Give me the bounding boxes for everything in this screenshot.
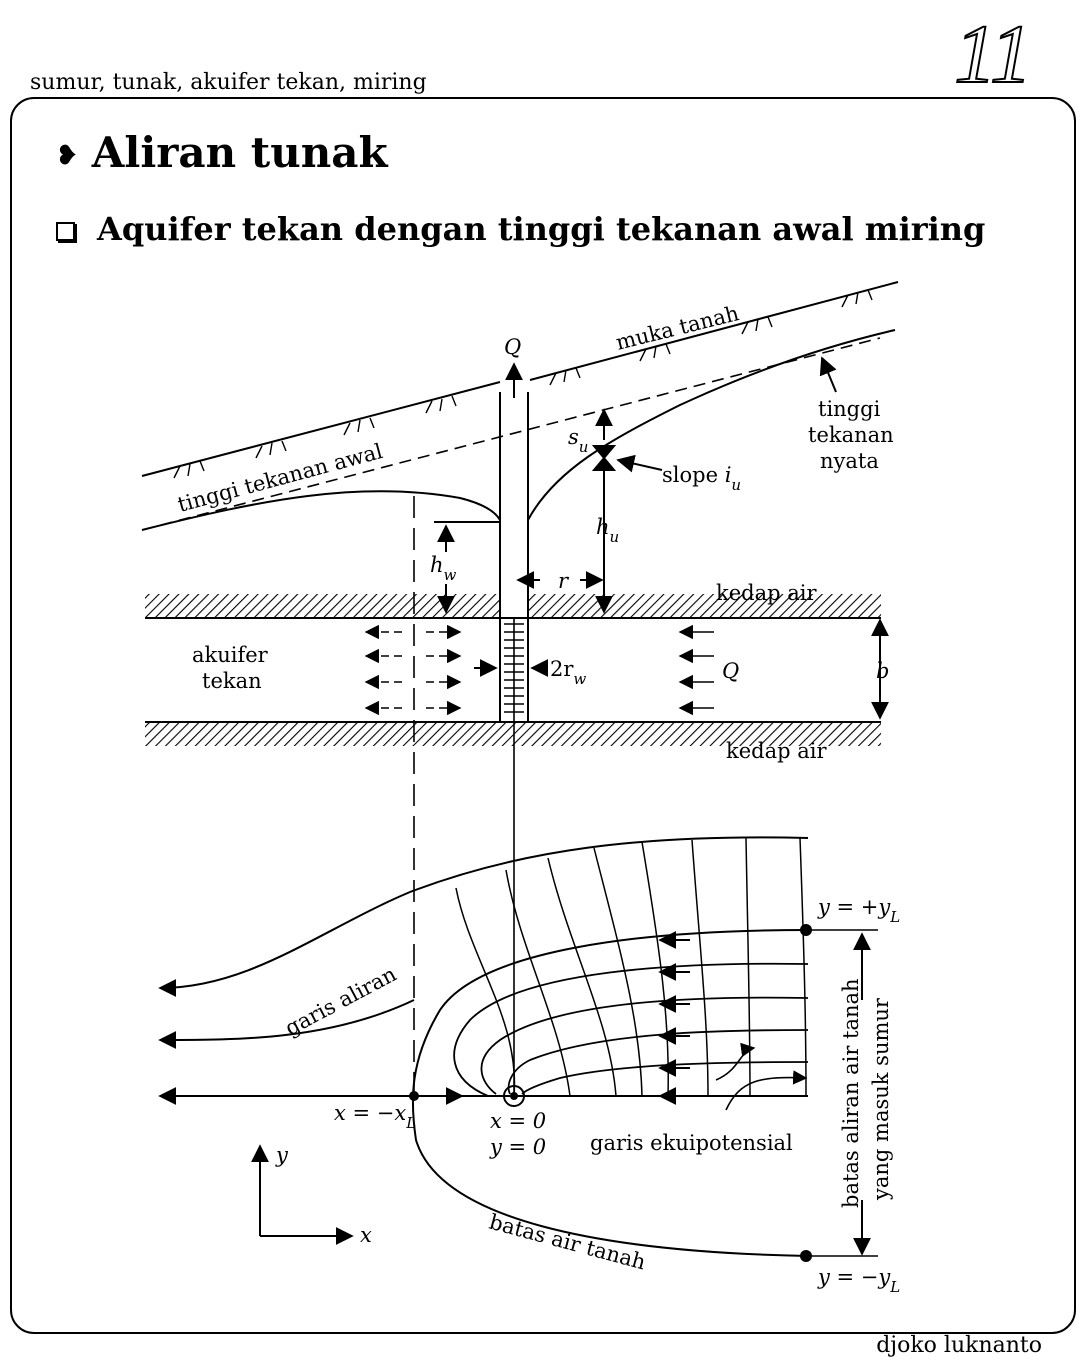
inflow-boundary-label-2: yang masuk sumur (869, 998, 893, 1200)
ground-label: muka tanah (613, 301, 742, 355)
slope-label: slope $i_u$ (662, 463, 742, 494)
actual-head-label-3: nyata (820, 449, 879, 473)
aquifer-discharge-label: Q (722, 659, 740, 683)
upper-limit-point (800, 924, 812, 936)
stagnation-point-label: $x = -x_L$ (334, 1101, 417, 1132)
bullet-icon: ❥ (56, 141, 78, 171)
aquifer-label-1: akuifer (192, 643, 268, 667)
actual-head-label-1: tinggi (818, 397, 881, 421)
aquifer-flow-arrows (366, 632, 714, 708)
axis-x-label: x (360, 1223, 372, 1247)
axis-y-label: y (276, 1143, 288, 1167)
bottom-impermeable-label: kedap air (726, 739, 827, 763)
page-title-text: Aliran tunak (91, 128, 388, 177)
groundwater-boundary-label: batas air tanah (486, 1209, 649, 1275)
origin-label-y: y = 0 (490, 1135, 547, 1159)
origin-label-x: x = 0 (490, 1109, 547, 1133)
slope-marker (594, 446, 614, 470)
aquifer-label-2: tekan (202, 669, 262, 693)
actual-head-label-2: tekanan (808, 423, 894, 447)
top-impermeable-layer-right (528, 594, 881, 618)
well-screen (504, 618, 524, 722)
hw-label: $h_w$ (430, 553, 457, 584)
inflow-arrows (440, 940, 690, 1096)
author-footer: djoko luknanto (876, 1333, 1042, 1358)
top-impermeable-label: kedap air (716, 581, 817, 605)
r-label: r (558, 569, 569, 593)
lower-limit-point (800, 1250, 812, 1262)
su-label: $s_u$ (568, 425, 589, 456)
ground-surface-line (142, 282, 898, 476)
page-subtitle-text: Aquifer tekan dengan tinggi tekanan awal miring (97, 210, 986, 248)
discharge-label: Q (504, 335, 522, 359)
equipotential-lines (456, 838, 806, 1096)
page-number: 11 (954, 8, 1032, 101)
ground-hatch-marks (174, 290, 872, 478)
upper-limit-label: $y = +y_L$ (818, 895, 901, 926)
stagnation-point (409, 1091, 419, 1101)
inflow-boundary-label-1: batas aliran air tanah (839, 978, 863, 1208)
rw-label: $2r_w$ (550, 657, 587, 688)
hu-label: $h_u$ (596, 515, 620, 546)
lower-limit-label: $y = -y_L$ (818, 1265, 901, 1296)
page-header: sumur, tunak, akuifer tekan, miring (30, 70, 427, 95)
initial-head-label: tinggi tekanan awal (175, 439, 386, 517)
equipotential-label: garis ekuipotensial (590, 1131, 793, 1155)
streamline-label: garis aliran (281, 961, 401, 1041)
b-label: b (876, 659, 890, 683)
inner-streamlines (454, 964, 808, 1096)
